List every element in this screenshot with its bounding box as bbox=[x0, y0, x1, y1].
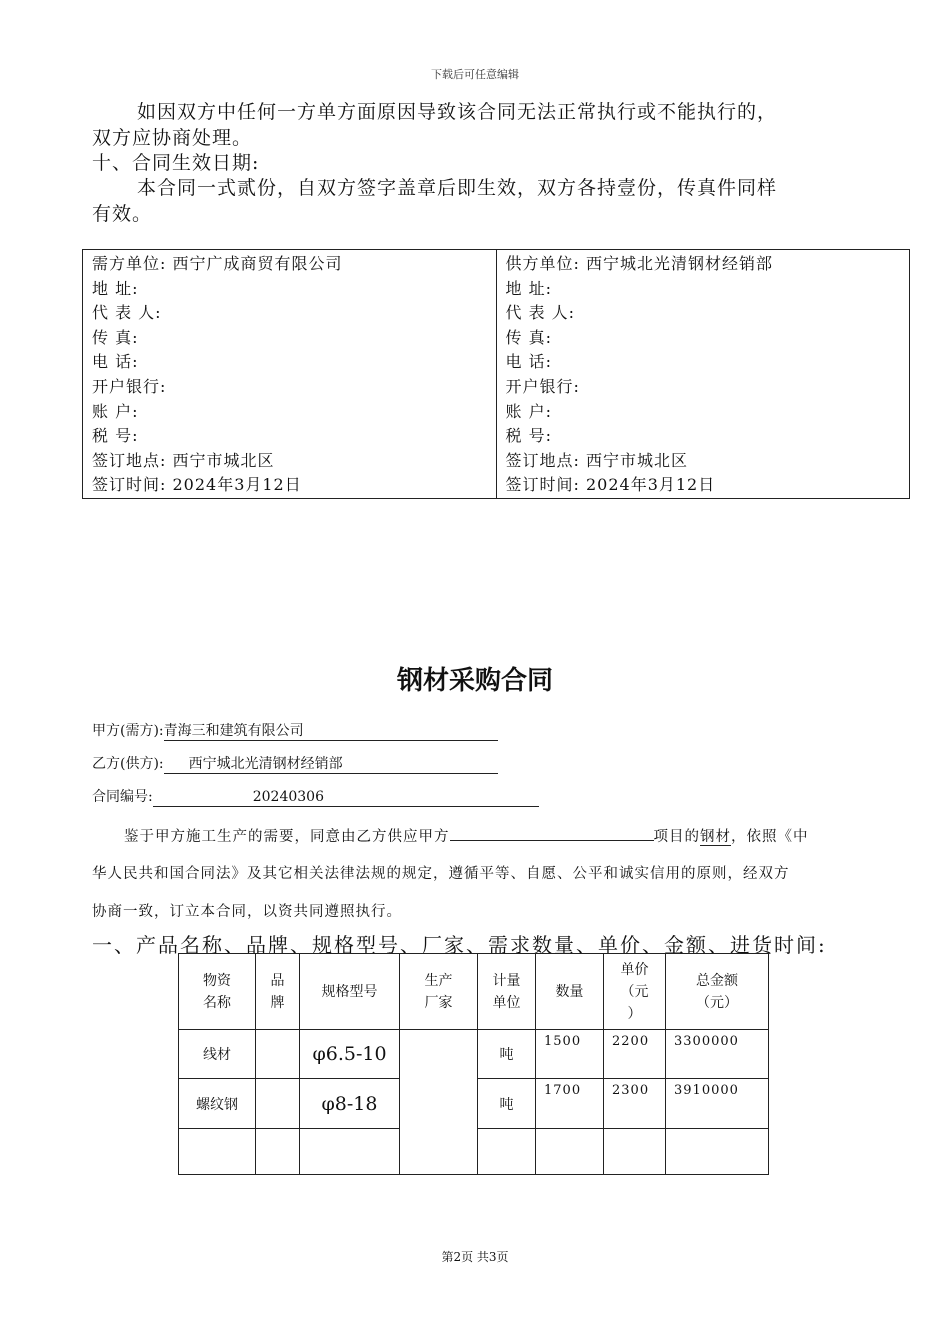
seller-unit: 供方单位: 西宁城北光清钢材经销部 bbox=[505, 254, 773, 273]
section-heading: 一、产品名称、品牌、规格型号、厂家、需求数量、单价、金额、进货时间: bbox=[92, 933, 827, 957]
header-unit: 计量 单位 bbox=[478, 954, 536, 1030]
cell-name: 螺纹钢 bbox=[179, 1079, 256, 1129]
header-price: 单价 （元 ） bbox=[604, 954, 666, 1030]
cell-spec: φ8-18 bbox=[300, 1079, 400, 1129]
cell-price bbox=[604, 1129, 666, 1175]
cell-brand bbox=[256, 1079, 300, 1129]
intro-text: 鉴于甲方施工生产的需要，同意由乙方供应甲方 bbox=[124, 829, 450, 845]
cell-unit bbox=[478, 1129, 536, 1175]
page-footer: 第2页 共3页 bbox=[441, 1250, 509, 1264]
cell-qty bbox=[536, 1129, 604, 1175]
contract-title: 钢材采购合同 bbox=[396, 666, 553, 696]
material-keyword: 钢材 bbox=[700, 829, 731, 845]
intro-line: 协商一致，订立本合同，以资共同遵照执行。 bbox=[92, 904, 402, 920]
party-b-label: 乙方(供方): bbox=[92, 756, 164, 772]
intro-text: ，依照《中 bbox=[731, 829, 809, 845]
cell-price: 2200 bbox=[604, 1030, 666, 1079]
intro-text: 项目的 bbox=[653, 829, 700, 845]
party-a-field bbox=[92, 720, 498, 741]
cell-brand bbox=[256, 1030, 300, 1079]
parties-table bbox=[82, 249, 910, 499]
party-b-value: 西宁城北光清钢材经销部 bbox=[164, 755, 498, 774]
product-table bbox=[178, 953, 769, 1175]
seller-bank: 开户银行: bbox=[505, 376, 580, 396]
buyer-sign-place: 签订地点: 西宁市城北区 bbox=[92, 450, 275, 470]
paragraph-line: 本合同一式贰份，自双方签字盖章后即生效，双方各持壹份，传真件同样 bbox=[137, 177, 778, 199]
buyer-column bbox=[83, 250, 496, 498]
contract-number-field bbox=[92, 786, 539, 807]
header-maker: 生产 厂家 bbox=[400, 954, 478, 1030]
cell-price: 2300 bbox=[604, 1079, 666, 1129]
seller-phone: 电 话: bbox=[505, 352, 552, 372]
header-total: 总金额 （元） bbox=[666, 954, 769, 1030]
buyer-bank: 开户银行: bbox=[92, 376, 167, 396]
header-note: 下载后可任意编辑 bbox=[431, 68, 519, 81]
cell-spec: φ6.5-10 bbox=[300, 1030, 400, 1079]
buyer-unit: 需方单位: 西宁广成商贸有限公司 bbox=[92, 254, 343, 273]
cell-qty: 1700 bbox=[536, 1079, 604, 1129]
cell-total bbox=[666, 1129, 769, 1175]
seller-address: 地 址: bbox=[505, 278, 552, 298]
header-name: 物资 名称 bbox=[179, 954, 256, 1030]
cell-name: 线材 bbox=[179, 1030, 256, 1079]
paragraph-line: 如因双方中任何一方单方面原因导致该合同无法正常执行或不能执行的， bbox=[137, 101, 778, 123]
cell-total: 3910000 bbox=[666, 1079, 769, 1129]
buyer-tax-id: 税 号: bbox=[92, 426, 139, 446]
buyer-representative: 代 表 人: bbox=[92, 303, 162, 323]
cell-brand bbox=[256, 1129, 300, 1175]
contract-number-label: 合同编号: bbox=[92, 789, 153, 805]
buyer-fax: 传 真: bbox=[92, 327, 139, 347]
cell-qty: 1500 bbox=[536, 1030, 604, 1079]
cell-maker-merged bbox=[400, 1030, 478, 1175]
cell-total: 3300000 bbox=[666, 1030, 769, 1079]
header-brand: 品 牌 bbox=[256, 954, 300, 1030]
project-blank bbox=[450, 824, 654, 841]
paragraph-line: 有效。 bbox=[92, 203, 153, 225]
cell-unit: 吨 bbox=[478, 1030, 536, 1079]
intro-line bbox=[124, 824, 809, 846]
seller-representative: 代 表 人: bbox=[505, 303, 576, 323]
party-b-field bbox=[92, 753, 498, 774]
seller-account: 账 户: bbox=[505, 401, 552, 421]
contract-number-value: 20240306 bbox=[153, 788, 539, 807]
paragraph-line: 双方应协商处理。 bbox=[92, 127, 253, 149]
intro-line: 华人民共和国合同法》及其它相关法律法规的规定，遵循平等、自愿、公平和诚实信用的原则，经双方 bbox=[92, 866, 790, 882]
cell-name bbox=[179, 1129, 256, 1175]
section-heading: 十、合同生效日期: bbox=[92, 152, 260, 174]
party-a-label: 甲方(需方): bbox=[92, 723, 164, 739]
cell-unit: 吨 bbox=[478, 1079, 536, 1129]
seller-sign-date: 签订时间: 2024年3月12日 bbox=[505, 475, 716, 495]
seller-tax-id: 税 号: bbox=[505, 426, 552, 446]
header-qty: 数量 bbox=[536, 954, 604, 1030]
seller-column bbox=[496, 250, 910, 498]
buyer-phone: 电 话: bbox=[92, 352, 139, 372]
buyer-address: 地 址: bbox=[92, 278, 139, 298]
header-spec: 规格型号 bbox=[300, 954, 400, 1030]
buyer-account: 账 户: bbox=[92, 401, 139, 421]
party-a-value: 青海三和建筑有限公司 bbox=[164, 722, 498, 741]
table-header-row bbox=[179, 954, 769, 1030]
cell-spec bbox=[300, 1129, 400, 1175]
seller-fax: 传 真: bbox=[505, 327, 552, 347]
table-row bbox=[179, 1030, 769, 1079]
buyer-sign-date: 签订时间: 2024年3月12日 bbox=[92, 475, 302, 495]
seller-sign-place: 签订地点: 西宁市城北区 bbox=[505, 450, 688, 470]
